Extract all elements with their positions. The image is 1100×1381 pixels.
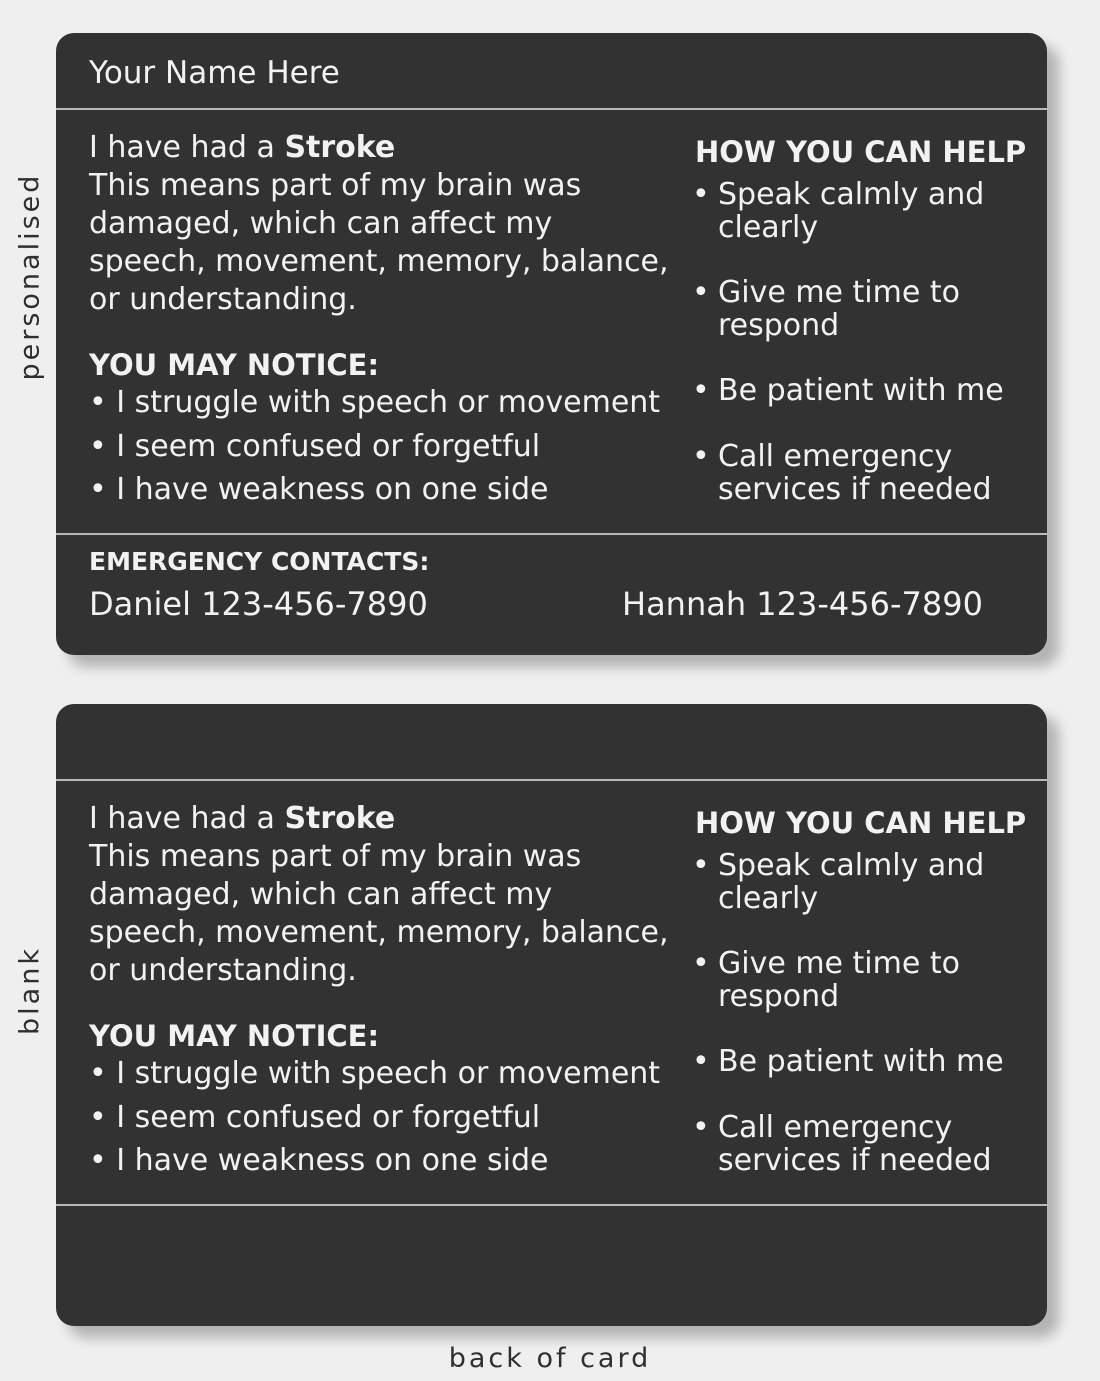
intro-text <box>89 129 669 319</box>
notice-list <box>89 1054 660 1185</box>
card-header <box>56 33 1047 110</box>
caption: back of card <box>448 1343 652 1374</box>
help-item: • Give me time to respond <box>692 947 1032 1045</box>
help-list <box>692 178 1032 538</box>
help-item: • Speak calmly and clearly <box>692 178 1032 276</box>
intro-body: This means part of my brain was damaged, which can affect my speech, movement, memory, balance, or understanding. <box>89 168 669 317</box>
help-item: • Be patient with me <box>692 374 1032 440</box>
notice-item: • I struggle with speech or movement <box>89 1056 661 1091</box>
notice-item: • I struggle with speech or movement <box>89 385 661 420</box>
help-list <box>692 849 1032 1209</box>
personalised-label: personalised <box>14 172 46 381</box>
intro-prefix: I have had a <box>89 130 285 165</box>
contact-daniel: Daniel 123-456-7890 <box>89 585 428 623</box>
notice-list <box>89 383 660 514</box>
blank-label: blank <box>14 946 46 1035</box>
help-title: HOW YOU CAN HELP <box>695 806 1027 840</box>
condition-name: Stroke <box>284 130 396 165</box>
emergency-contacts-section <box>56 533 1047 655</box>
help-item: • Be patient with me <box>692 1045 1032 1111</box>
blank-footer <box>56 1204 1047 1326</box>
notice-item: • I have weakness on one side <box>89 1143 549 1178</box>
help-item: • Give me time to respond <box>692 276 1032 374</box>
contact-hannah: Hannah 123-456-7890 <box>622 585 983 623</box>
help-item: • Call emergency services if needed <box>692 1111 1032 1209</box>
intro-prefix: I have had a <box>89 801 285 836</box>
notice-item: • I seem confused or forgetful <box>89 428 541 464</box>
notice-title: YOU MAY NOTICE: <box>89 348 380 382</box>
notice-item: • I have weakness on one side <box>89 472 549 507</box>
help-item: • Call emergency services if needed <box>692 440 1032 538</box>
card-name: Your Name Here <box>89 55 340 91</box>
intro-body: This means part of my brain was damaged, which can affect my speech, movement, memory, balance, or understanding. <box>89 839 669 988</box>
condition-name: Stroke <box>284 801 396 836</box>
help-title: HOW YOU CAN HELP <box>695 135 1027 169</box>
blank-card <box>56 704 1047 1326</box>
card-header <box>56 704 1047 781</box>
notice-title: YOU MAY NOTICE: <box>89 1019 380 1053</box>
help-item: • Speak calmly and clearly <box>692 849 1032 947</box>
intro-text <box>89 800 669 990</box>
contacts-title: EMERGENCY CONTACTS: <box>89 547 430 576</box>
notice-item: • I seem confused or forgetful <box>89 1099 541 1135</box>
personalised-card <box>56 33 1047 655</box>
